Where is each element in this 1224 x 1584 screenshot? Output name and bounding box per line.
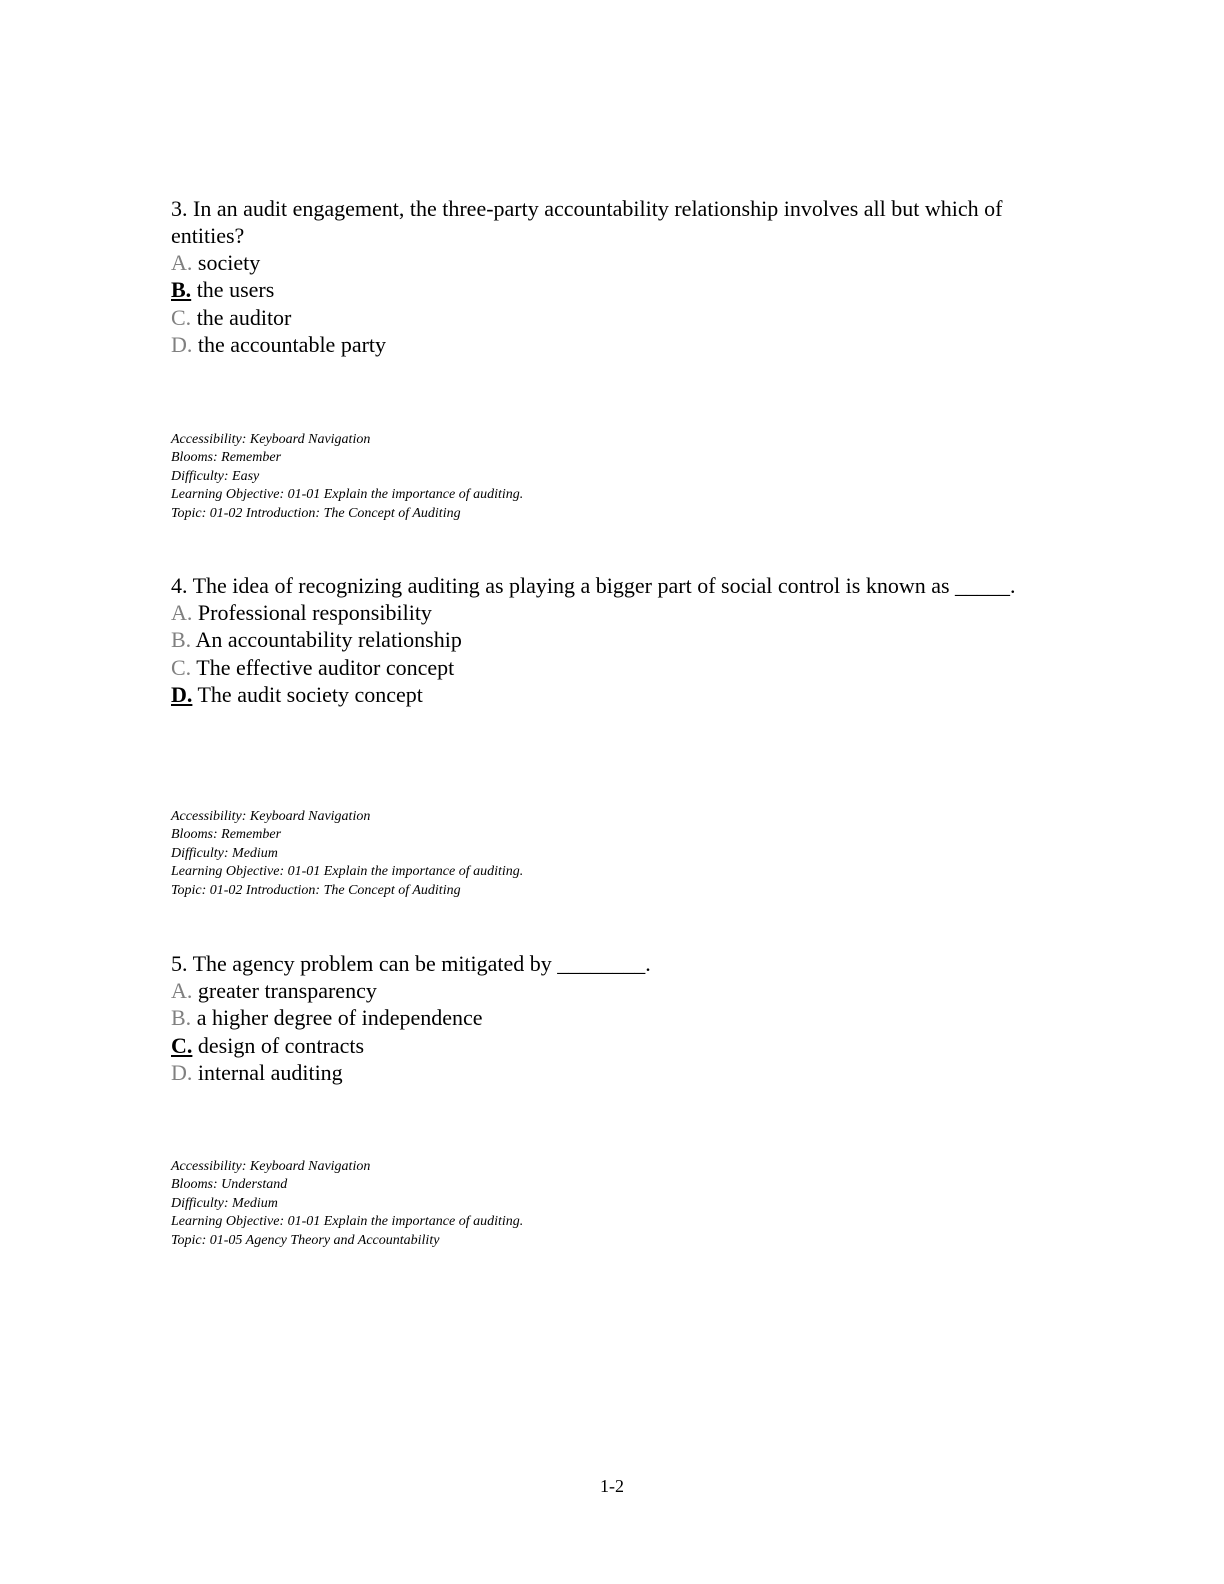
- question-5: [171, 950, 1076, 1086]
- meta-topic: Topic: 01-02 Introduction: The Concept of Auditing: [171, 505, 461, 521]
- meta-blooms: Blooms: Remember: [171, 827, 282, 843]
- choice-text: design of contracts: [192, 1032, 365, 1058]
- question-stem: 3. In an audit engagement, the three-party accountability relationship involves all but which of entities?: [171, 196, 1003, 248]
- page-number: 1-2: [600, 1476, 624, 1496]
- question-3-metadata: [171, 431, 523, 523]
- choice-text: Professional responsibility: [192, 600, 432, 625]
- meta-accessibility: Accessibility: Keyboard Navigation: [171, 432, 371, 447]
- choice-letter: C.: [171, 304, 192, 330]
- choice-text: the accountable party: [192, 331, 387, 357]
- meta-difficulty: Difficulty: Medium: [171, 845, 278, 861]
- choice-text: the auditor: [191, 304, 292, 330]
- choice-a: [171, 599, 1076, 626]
- meta-accessibility: Accessibility: Keyboard Navigation: [171, 809, 371, 824]
- choice-letter: B.: [171, 277, 192, 303]
- choice-letter: B.: [171, 627, 192, 653]
- question-4: [171, 572, 1076, 708]
- answer-choices: [171, 599, 1076, 708]
- answer-choices: [171, 249, 1076, 358]
- question-stem: 4. The idea of recognizing auditing as playing a bigger part of social control is known as _____.: [171, 573, 1016, 598]
- choice-letter: D.: [171, 1059, 193, 1085]
- choice-a: [171, 249, 1076, 276]
- answer-choices: [171, 977, 1076, 1086]
- choice-d: [171, 331, 1076, 358]
- question-stem: 5. The agency problem can be mitigated by ________.: [171, 951, 651, 976]
- choice-d-correct: [171, 681, 1076, 708]
- choice-a: [171, 977, 1076, 1004]
- choice-d: [171, 1059, 1076, 1086]
- question-3: [171, 195, 1076, 358]
- meta-learning-objective: Learning Objective: 01-01 Explain the importance of auditing.: [171, 864, 524, 880]
- choice-b: [171, 626, 1076, 653]
- choice-text: internal auditing: [192, 1059, 343, 1085]
- choice-letter: C.: [171, 654, 192, 680]
- meta-difficulty: Difficulty: Medium: [171, 1195, 278, 1211]
- choice-letter: D.: [171, 681, 193, 707]
- choice-b-correct: [171, 276, 1076, 303]
- choice-text: the users: [191, 277, 275, 303]
- meta-topic: Topic: 01-05 Agency Theory and Accountability: [171, 1232, 440, 1248]
- meta-difficulty: Difficulty: Easy: [171, 468, 260, 484]
- meta-accessibility: Accessibility: Keyboard Navigation: [171, 1159, 371, 1174]
- meta-blooms: Blooms: Remember: [171, 450, 282, 466]
- choice-text: The effective auditor concept: [191, 654, 455, 680]
- choice-letter: A.: [171, 250, 193, 275]
- choice-letter: A.: [171, 600, 193, 625]
- choice-letter: B.: [171, 1005, 192, 1031]
- choice-text: greater transparency: [192, 978, 377, 1003]
- meta-topic: Topic: 01-02 Introduction: The Concept of Auditing: [171, 882, 461, 898]
- choice-letter: A.: [171, 978, 193, 1003]
- choice-c: [171, 654, 1076, 681]
- meta-learning-objective: Learning Objective: 01-01 Explain the importance of auditing.: [171, 1214, 524, 1230]
- choice-text: a higher degree of independence: [191, 1005, 483, 1031]
- choice-text: The audit society concept: [192, 681, 423, 707]
- choice-b: [171, 1004, 1076, 1031]
- choice-c-correct: [171, 1032, 1076, 1059]
- meta-blooms: Blooms: Understand: [171, 1177, 288, 1193]
- choice-letter: D.: [171, 331, 193, 357]
- choice-text: society: [192, 250, 261, 275]
- choice-text: An accountability relationship: [191, 627, 462, 653]
- question-4-metadata: [171, 808, 523, 900]
- meta-learning-objective: Learning Objective: 01-01 Explain the importance of auditing.: [171, 487, 524, 503]
- choice-c: [171, 304, 1076, 331]
- choice-letter: C.: [171, 1032, 193, 1058]
- question-5-metadata: [171, 1158, 523, 1250]
